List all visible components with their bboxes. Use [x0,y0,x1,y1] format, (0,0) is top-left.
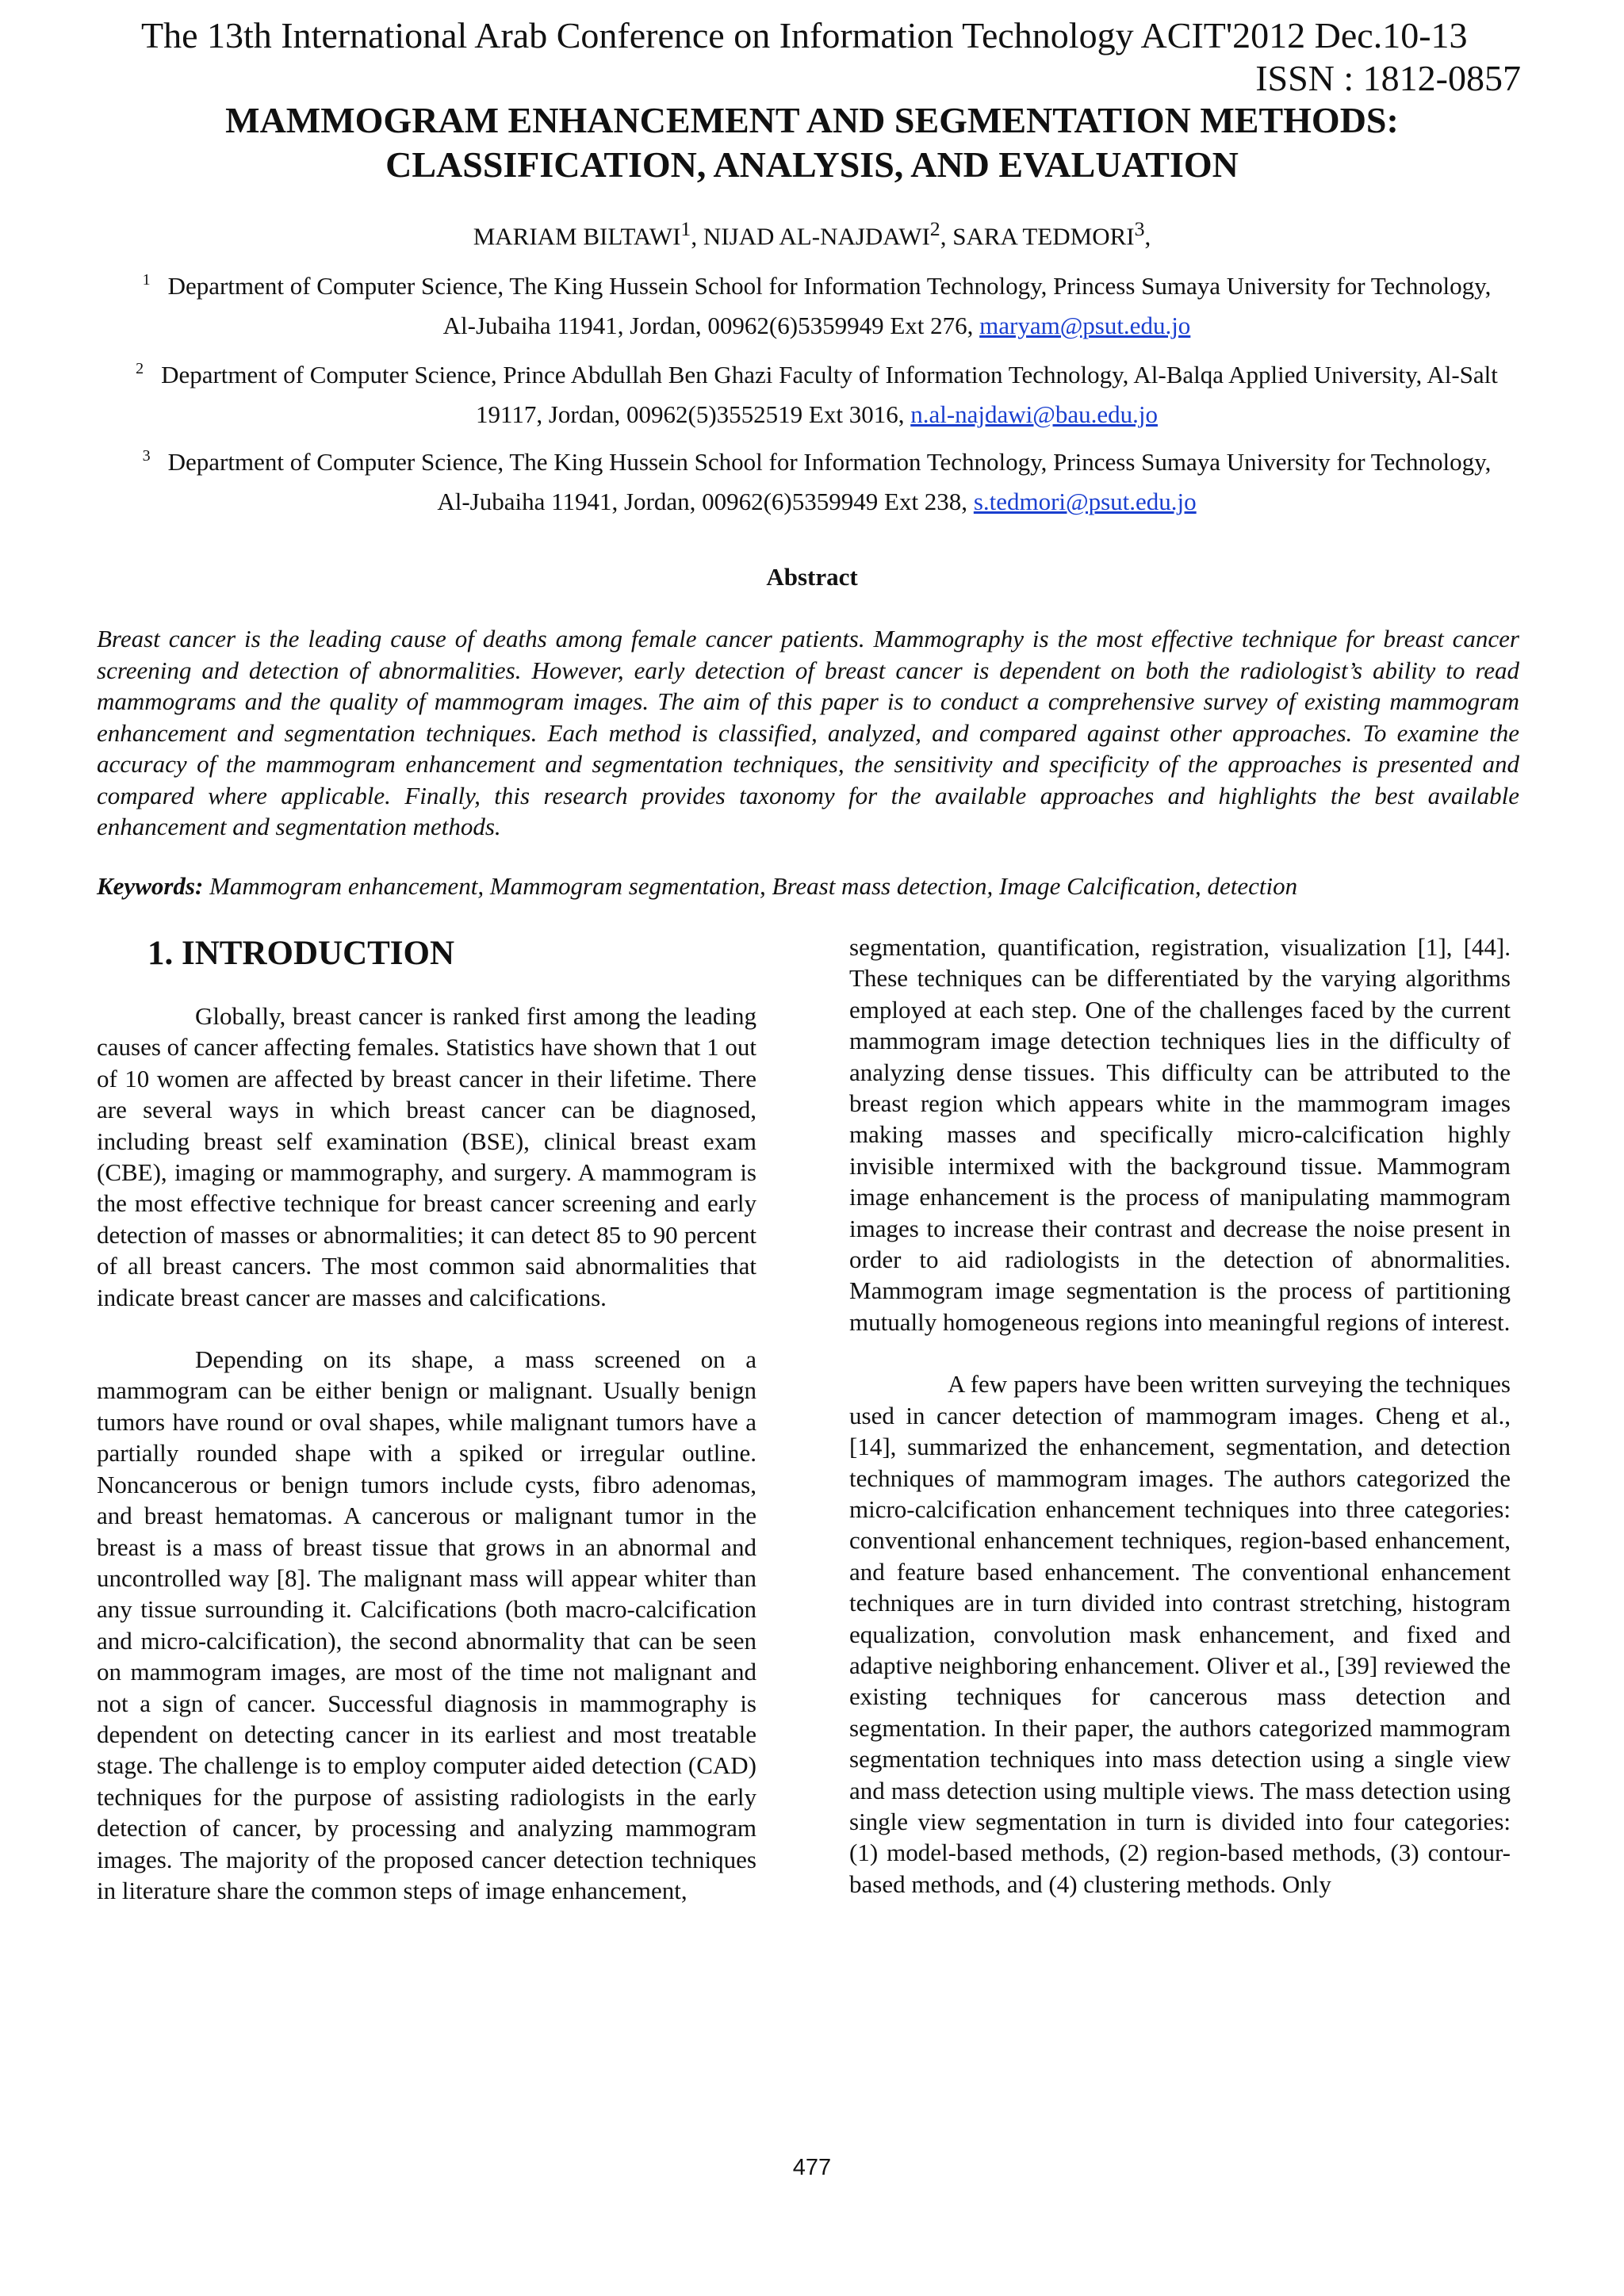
affiliation-number: 2 [136,360,144,377]
affiliation-text: Department of Computer Science, Prince Abdullah Ben Ghazi Faculty of Information Technology, Al-Balqa Applied University, Al-Salt 19117, Jordan, 00962(5)3552519 Ext 3016, [161,361,1498,428]
affiliation-2 [135,357,1499,433]
paper-title [0,98,1624,187]
author-name: MARIAM BILTAWI [473,222,681,251]
section-heading-introduction: 1. INTRODUCTION [147,935,455,972]
paragraph: A few papers have been written surveying the techniques used in cancer detection of mammogram images. Cheng et al., [14], summarized the enhancement, segmentation, and detection techniques of mammogram images. The authors categorized the micro-calcification enhancement techniques into three categories: conventional enhancement techniques, region-based enhancement, and feature based enhancement. The conventional enhancement techniques are in turn divided into contrast stretching, histogram equalization, convolution mask enhancement, and fixed and adaptive neighboring enhancement. Oliver et al., [39] reviewed the existing techniques for cancerous mass detection and segmentation. In their paper, the authors categorized mammogram segmentation techniques into mass detection using a single view and mass detection using multiple views. The mass detection using single view segmentation in turn is divided into four categories: (1) model-based methods, (2) region-based methods, (3) contour-based methods, and (4) clustering methods. Only [849,1370,1511,1898]
affiliation-number: 3 [142,447,151,465]
paragraph: Depending on its shape, a mass screened on a mammogram can be either benign or malignant. Usually benign tumors have round or oval shapes, while malignant tumors have a partially rounded shape with a spiked or irregular outline. Noncancerous or benign tumors include cysts, fibro adenomas, and breast hematomas. A cancerous or malignant tumor in the breast is a mass of breast tissue that grows in an abnormal and uncontrolled way [8]. The malignant mass will appear whiter than any tissue surrounding it. Calcifications (both macro-calcification and micro-calcification), the second abnormality that can be seen on mammogram images, are most of the time not malignant and not a sign of cancer. Successful diagnosis in mammography is dependent on detecting cancer in its earliest and most treatable stage. The challenge is to employ computer aided detection (CAD) techniques for the purpose of assisting radiologists in the early detection of cancer, by processing and analyzing mammogram images. The majority of the proposed cancer detection techniques in literature share the common steps of image enhancement, [97,1345,756,1904]
conference-header: The 13th International Arab Conference on Information Technology ACIT'2012 Dec.10-13 [141,15,1468,55]
left-column [97,1001,756,1937]
abstract-text: Breast cancer is the leading cause of deaths among female cancer patients. Mammography is the most effective technique for breast cancer screening and detection of abnormalities. However, early detection of breast cancer is dependent on both the radiologist’s ability to read mammograms and the quality of mammogram images. The aim of this paper is to conduct a comprehensive survey of existing mammogram enhancement and segmentation techniques. Each method is classified, analyzed, and compared against other approaches. To examine the accuracy of the mammogram enhancement and segmentation techniques, the sensitivity and specificity of the approaches is presented and compared where applicable. Finally, this research provides taxonomy for the available approaches and highlights the best available enhancement and segmentation methods. [97,625,1519,840]
affiliation-text: Department of Computer Science, The King Hussein School for Information Technology, Princess Sumaya University for Technology, Al-Jubaiha 11941, Jordan, 00962(6)5359949 Ext 276, [167,272,1492,339]
issn: ISSN : 1812-0857 [1255,58,1521,98]
email-link[interactable]: n.al-najdawi@bau.edu.jo [910,400,1158,428]
author-name: NIJAD AL-NAJDAWI [703,222,930,251]
paragraph: Globally, breast cancer is ranked first among the leading causes of cancer affecting females. Statistics have shown that 1 out of 10 women are affected by breast cancer in their lifetime. There are several ways in which breast cancer can be diagnosed, including breast self examination (BSE), clinical breast exam (CBE), imaging or mammography, and surgery. A mammogram is the most effective technique for breast cancer screening and early detection of masses or abnormalities; it can detect 85 to 90 percent of all breast cancers. The most common said abnormalities that indicate breast cancer are masses and calcifications. [97,1002,756,1311]
author-separator: , [1144,222,1151,251]
author-separator: , [940,222,953,251]
author-name: SARA TEDMORI [952,222,1135,251]
abstract-heading: Abstract [766,563,858,591]
keywords-label: Keywords: [97,872,204,900]
email-link[interactable]: s.tedmori@psut.edu.jo [973,488,1197,515]
email-link[interactable]: maryam@psut.edu.jo [979,312,1191,339]
author-separator: , [691,222,703,251]
keywords-text: Mammogram enhancement, Mammogram segmentation, Breast mass detection, Image Calcification, detection [203,872,1298,900]
affiliation-3 [135,444,1499,520]
paragraph: segmentation, quantification, registration, visualization [1], [44]. These techniques can be differentiated by the varying algorithms employed at each step. One of the challenges faced by the current mammogram image detection techniques lies in the difficulty of analyzing dense tissues. This difficulty can be attributed to the breast region which appears white in the mammogram images making masses and specifically micro-calcification highly invisible intermixed with the background tissue. Mammogram image enhancement is the process of manipulating mammogram images to increase their contrast and decrease the noise present in order to aid radiologists in the detection of abnormalities. Mammogram image segmentation is the process of partitioning mutually homogeneous regions into meaningful regions of interest. [849,933,1511,1336]
author-list [0,214,1624,251]
right-column [849,932,1511,1931]
author-affiliation-mark: 1 [680,217,691,240]
author-affiliation-mark: 2 [929,217,940,240]
keywords [97,871,1519,902]
page-number: 477 [792,2155,832,2180]
affiliation-text: Department of Computer Science, The King Hussein School for Information Technology, Princess Sumaya University for Technology, Al-Jubaiha 11941, Jordan, 00962(6)5359949 Ext 238, [167,448,1492,515]
affiliation-number: 1 [142,271,151,289]
title-line-2: CLASSIFICATION, ANALYSIS, AND EVALUATION [385,144,1239,185]
author-affiliation-mark: 3 [1134,217,1145,240]
title-line-1: MAMMOGRAM ENHANCEMENT AND SEGMENTATION METHODS: [225,100,1399,140]
affiliation-1 [135,268,1499,344]
